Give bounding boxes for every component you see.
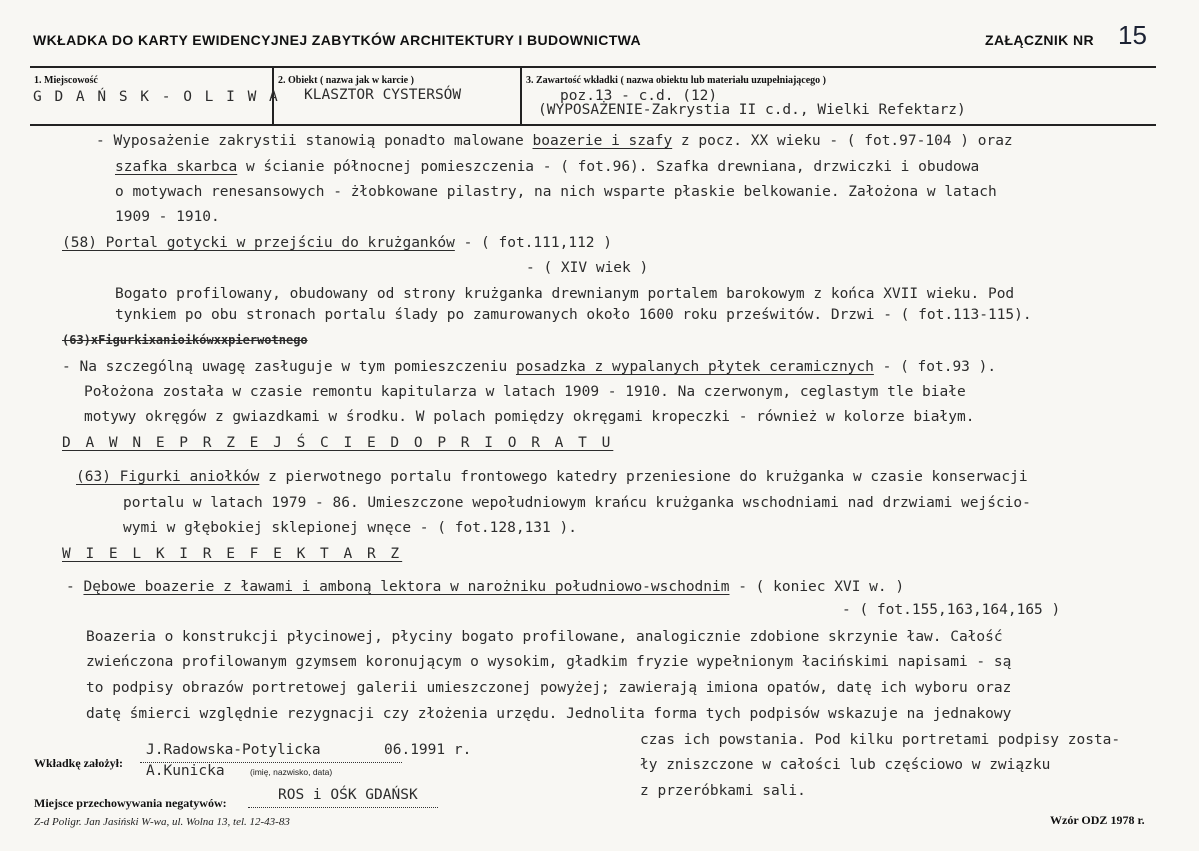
text-line: tynkiem po obu stronach portalu ślady po zamurowanych około 1600 roku prześwitów. Drzwi - ( fot.113-115). xyxy=(115,307,1032,323)
locality-label: 1. Miejscowość xyxy=(34,75,98,86)
text-line: zwieńczona profilowanym gzymsem koronującym o wysokim, gładkim fryzie wypełnionym łacińskimi napisami - są xyxy=(86,654,1012,670)
text-line: o motywach renesansowych - żłobkowane pilastry, na nich wsparte płaskie belkowanie. Założona w latach xyxy=(115,184,997,200)
founded-name-2: A.Kunicka xyxy=(146,763,225,779)
form-divider-2 xyxy=(520,66,522,124)
text-line: z przeróbkami sali. xyxy=(640,783,806,799)
text-line: to podpisy obrazów portretowej galerii umieszczonej powyżej; zawierają imiona opatów, datę ich wyboru oraz xyxy=(86,680,1012,696)
struck-out-line: (63)xFigurkixanioikówxxpierwotnego xyxy=(62,333,308,347)
text-line: - Na szczególną uwagę zasługuje w tym pomieszczeniu posadzka z wypalanych płytek ceramicznych - ( fot.93 ). xyxy=(62,359,997,375)
text-line: Bogato profilowany, obudowany od strony krużganka drewnianym portalem barokowym z końca XVII wieku. Pod xyxy=(115,286,1015,302)
name-hint: (imię, nazwisko, data) xyxy=(250,767,333,777)
object-label: 2. Obiekt ( nazwa jak w karcie ) xyxy=(278,75,414,86)
negatives-label: Miejsce przechowywania negatywów: xyxy=(34,796,227,810)
text-line: szafka skarbca w ścianie północnej pomieszczenia - ( fot.96). Szafka drewniana, drzwiczki i obudowa xyxy=(115,159,980,175)
form-bottom-rule xyxy=(30,124,1156,126)
contents-line-1: poz.13 - c.d. (12) xyxy=(560,88,718,104)
attachment-number: 15 xyxy=(1118,20,1147,50)
form-top-rule xyxy=(30,66,1156,68)
text-line: portalu w latach 1979 - 86. Umieszczone wepołudniowym krańcu krużganka wschodniami nad drzwiami wejścio- xyxy=(123,495,1031,511)
attachment-label: ZAŁĄCZNIK NR xyxy=(985,32,1095,48)
underlined-term: szafka skarbca xyxy=(115,159,238,175)
founded-label: Wkładkę założył: xyxy=(34,756,123,770)
founded-name-1: J.Radowska-Potylicka xyxy=(146,742,321,758)
text-line: - ( XIV wiek ) xyxy=(526,260,649,276)
negatives-dotted-line xyxy=(248,807,438,808)
text-line: (63) Figurki aniołków z pierwotnego portalu frontowego katedry przeniesione do krużganka w czasie konserwacji xyxy=(76,469,1028,485)
form-version: Wzór ODZ 1978 r. xyxy=(1050,813,1145,827)
text-line: Boazeria o konstrukcji płycinowej, płyciny bogato profilowane, analogicznie zdobione skrzynie ław. Całość xyxy=(86,629,1003,645)
underlined-term: posadzka z wypalanych płytek ceramicznych xyxy=(515,359,874,375)
section-heading-refektarz: W I E L K I R E F E K T A R Z xyxy=(62,546,403,562)
printer-imprint: Z-d Poligr. Jan Jasiński W-wa, ul. Wolna 13, tel. 12-43-83 xyxy=(34,816,290,828)
underlined-term: (63) Figurki aniołków xyxy=(76,469,260,485)
object-value: KLASZTOR CYSTERSÓW xyxy=(304,87,462,103)
text-line: - Dębowe boazerie z ławami i amboną lektora w narożniku południowo-wschodnim - ( koniec XVI w. ) xyxy=(66,579,905,595)
text-line: ły zniszczone w całości lub częściowo w związku xyxy=(640,757,1051,773)
contents-line-2: (WYPOSAŻENIE-Zakrystia II c.d., Wielki Refektarz) xyxy=(538,102,966,118)
negatives-value: ROS i OŚK GDAŃSK xyxy=(278,787,418,803)
text-line: - ( fot.155,163,164,165 ) xyxy=(842,602,1061,618)
document-title: WKŁADKA DO KARTY EWIDENCYJNEJ ZABYTKÓW ARCHITEKTURY I BUDOWNICTWA xyxy=(33,32,642,48)
text-line: czas ich powstania. Pod kilku portretami podpisy zosta- xyxy=(640,732,1121,748)
text-line: Położona została w czasie remontu kapitularza w latach 1909 - 1910. Na czerwonym, ceglastym tle białe xyxy=(84,384,966,400)
section-heading-portal: (58) Portal gotycki w przejściu do krużganków - ( fot.111,112 ) xyxy=(62,235,612,251)
text-line: datę śmierci względnie rezygnacji czy złożenia urzędu. Jednolita forma tych podpisów wskazuje na jednakowy xyxy=(86,706,1012,722)
locality-value: G D A Ń S K - O L I W A xyxy=(33,89,280,105)
text-line: motywy okręgów z gwiazdkami w środku. W polach pomiędzy okręgami kropeczki - również w kolorze białym. xyxy=(84,409,975,425)
founded-date: 06.1991 r. xyxy=(384,742,472,758)
underlined-term: Dębowe boazerie z ławami i amboną lektora w narożniku południowo-wschodnim xyxy=(83,579,730,595)
underlined-term: boazerie i szafy xyxy=(532,133,673,149)
text-line: wymi w głębokiej sklepionej wnęce - ( fot.128,131 ). xyxy=(123,520,577,536)
text-line: 1909 - 1910. xyxy=(115,209,220,225)
text-line: - Wyposażenie zakrystii stanowią ponadto malowane boazerie i szafy z pocz. XX wieku - ( fot.97-104 ) oraz xyxy=(96,133,1013,149)
contents-label: 3. Zawartość wkładki ( nazwa obiektu lub materiału uzupełniającego ) xyxy=(526,75,827,86)
section-heading-dawne: D A W N E P R Z E J Ś C I E D O P R I O R A T U xyxy=(62,435,614,451)
